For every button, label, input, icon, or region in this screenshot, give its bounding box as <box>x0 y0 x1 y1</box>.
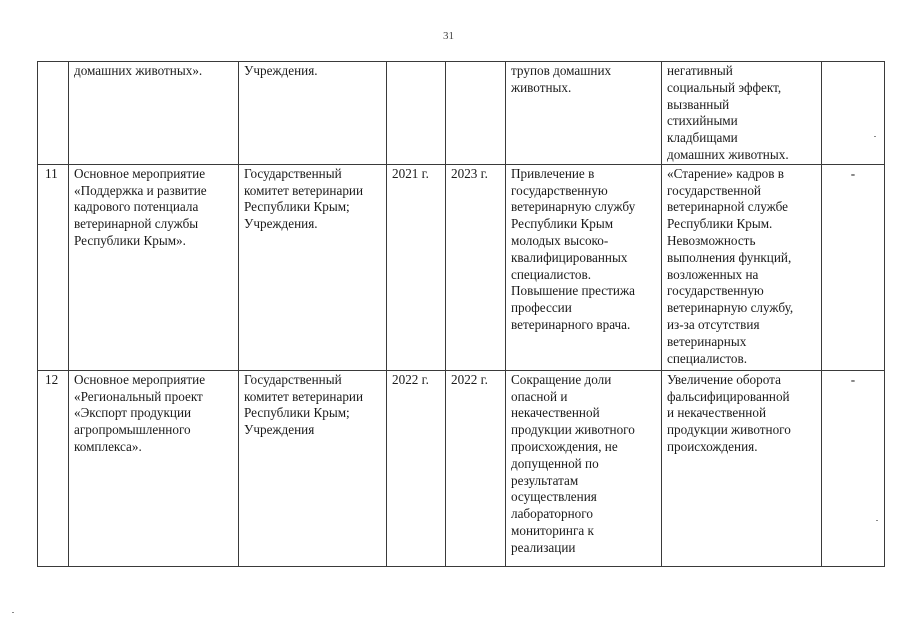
row-number-cell <box>38 62 69 165</box>
row-number-cell: 12 <box>38 370 69 566</box>
scan-speck <box>12 612 14 613</box>
executor-cell: Государственный комитет ветеринарии Республики Крым; Учреждения <box>239 370 387 566</box>
start-year-cell <box>387 62 446 165</box>
indicator-cell: - <box>822 164 885 370</box>
row-number-cell: 11 <box>38 164 69 370</box>
event-name-cell: домашних животных». <box>69 62 239 165</box>
page-number: 31 <box>443 30 454 42</box>
consequence-cell: негативный социальный эффект, вызванный стихийными кладбищами домашних животных. <box>662 62 822 165</box>
table-row <box>38 370 885 566</box>
program-events-table <box>37 61 885 567</box>
expected-result-cell: Привлечение в государственную ветеринарную службу Республики Крым молодых высоко- квалифицированных специалистов. Повышение престижа профессии ветеринарного врача. <box>506 164 662 370</box>
event-name-cell: Основное мероприятие «Поддержка и развитие кадрового потенциала ветеринарной службы Республики Крым». <box>69 164 239 370</box>
executor-cell: Государственный комитет ветеринарии Республики Крым; Учреждения. <box>239 164 387 370</box>
expected-result-cell: Сокращение доли опасной и некачественной продукции животного происхождения, не допущенной по результатам осуществления лабораторного мониторинга к реализации <box>506 370 662 566</box>
consequence-cell: Увеличение оборота фальсифицированной и некачественной продукции животного происхождения. <box>662 370 822 566</box>
executor-cell: Учреждения. <box>239 62 387 165</box>
end-year-cell: 2023 г. <box>446 164 506 370</box>
table-row <box>38 62 885 165</box>
scan-speck <box>876 520 878 521</box>
scan-speck <box>874 136 876 137</box>
end-year-cell: 2022 г. <box>446 370 506 566</box>
consequence-cell: «Старение» кадров в государственной ветеринарной службе Республики Крым. Невозможность выполнения функций, возложенных на государственную ветеринарную службу, из-за отсутствия ветеринарных специалистов. <box>662 164 822 370</box>
start-year-cell: 2021 г. <box>387 164 446 370</box>
table-row <box>38 164 885 370</box>
start-year-cell: 2022 г. <box>387 370 446 566</box>
expected-result-cell: трупов домашних животных. <box>506 62 662 165</box>
event-name-cell: Основное мероприятие «Региональный проект «Экспорт продукции агропромышленного комплекса». <box>69 370 239 566</box>
indicator-cell: - <box>822 370 885 566</box>
indicator-cell <box>822 62 885 165</box>
end-year-cell <box>446 62 506 165</box>
